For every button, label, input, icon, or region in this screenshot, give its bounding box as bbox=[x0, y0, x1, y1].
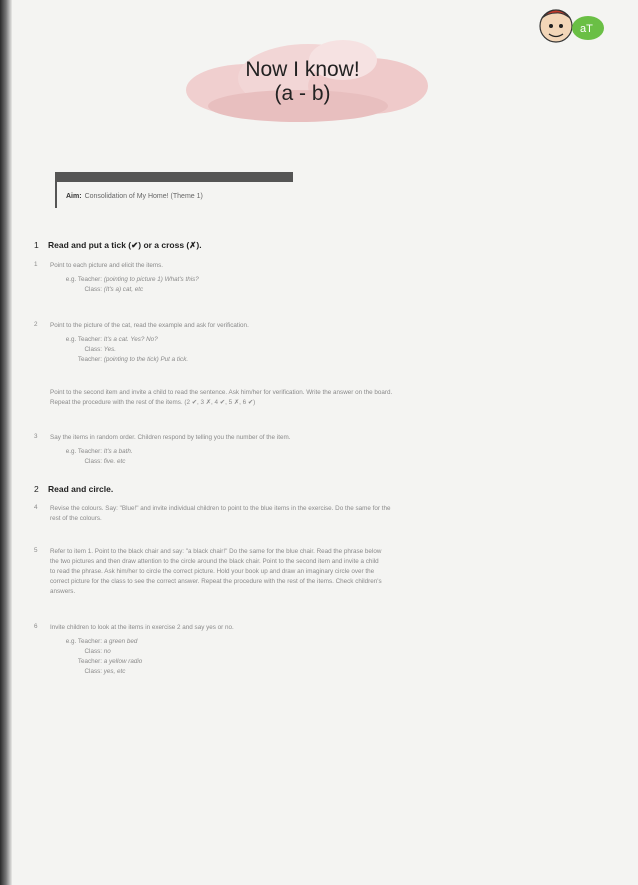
step-6-text: Invite children to look at the items in exercise 2 and say yes or no. bbox=[50, 624, 234, 631]
dialogue-line bbox=[50, 345, 116, 355]
step-number: 3 bbox=[34, 433, 38, 440]
title-line-2: (a - b) bbox=[274, 82, 331, 105]
title-line-1: Now I know! bbox=[245, 58, 360, 81]
aim-text: Consolidation of My Home! (Theme 1) bbox=[84, 193, 203, 200]
step-number: 6 bbox=[34, 623, 38, 630]
dialogue-speaker: Class: bbox=[84, 346, 102, 353]
aim-divider bbox=[55, 182, 57, 208]
dialogue-text: a green bed bbox=[103, 638, 138, 645]
dialogue-line bbox=[50, 637, 137, 647]
section-1-title: Read and put a tick (✔) or a cross (✗). bbox=[48, 240, 202, 250]
page-title bbox=[185, 58, 420, 106]
section-1-heading bbox=[34, 240, 202, 251]
dialogue-text: no bbox=[103, 648, 111, 655]
step-number: 1 bbox=[34, 261, 38, 268]
step-5-line: to read the phrase. Ask him/her to circle the correct picture. Hold your book up and draw an imaginary circle over the bbox=[50, 568, 375, 575]
step-2-text: Point to the picture of the cat, read the example and ask for verification. bbox=[50, 322, 249, 329]
dialogue-text: Yes. bbox=[103, 346, 117, 353]
dialogue-line bbox=[50, 275, 199, 285]
dialogue-line bbox=[50, 657, 142, 667]
step-number: 5 bbox=[34, 547, 38, 554]
step-4-line: Revise the colours. Say: "Blue!" and invite individual children to point to the blue items in the exercise. Do the same for the bbox=[50, 505, 391, 512]
dialogue-speaker: Teacher: bbox=[77, 356, 102, 363]
dialogue-speaker: e.g. Teacher: bbox=[65, 448, 102, 455]
step-5-line: answers. bbox=[50, 588, 76, 595]
step-2-extra-line: Point to the second item and invite a child to read the sentence. Ask him/her for verification. Write the answer on the board. bbox=[50, 389, 393, 396]
dialogue-line bbox=[50, 457, 125, 467]
step-5-line: correct picture for the class to see the correct answer. Repeat the procedure with the rest of the items. Check children's bbox=[50, 578, 382, 585]
step-2-extra-line: Repeat the procedure with the rest of the items. (2 ✔, 3 ✗, 4 ✔, 5 ✗, 6 ✔) bbox=[50, 399, 256, 406]
dialogue-speaker: e.g. Teacher: bbox=[65, 336, 102, 343]
step-5-line: the two pictures and then draw attention to the circle around the black chair. Point to the second item and invite a child bbox=[50, 558, 379, 565]
dialogue-speaker: Class: bbox=[84, 286, 102, 293]
step-5-line: Refer to item 1. Point to the black chair and say: "a black chair!" Do the same for the blue chair. Read the phrase below bbox=[50, 548, 382, 555]
dialogue-line bbox=[50, 647, 111, 657]
dialogue-text: a yellow radio bbox=[103, 658, 143, 665]
dialogue-line bbox=[50, 285, 143, 295]
dialogue-speaker: Teacher: bbox=[77, 658, 102, 665]
dialogue-text: It's a cat. Yes? No? bbox=[103, 336, 158, 343]
dialogue-text: five. etc bbox=[103, 458, 126, 465]
section-1-number: 1 bbox=[34, 240, 39, 250]
step-1-text: Point to each picture and elicit the items. bbox=[50, 262, 164, 269]
mascot-badge-text: aT bbox=[580, 23, 593, 35]
dialogue-speaker: Class: bbox=[84, 668, 102, 675]
section-2-title: Read and circle. bbox=[48, 484, 114, 494]
section-2-heading bbox=[34, 484, 113, 494]
dialogue-speaker: e.g. Teacher: bbox=[65, 638, 102, 645]
dialogue-line bbox=[50, 667, 125, 677]
section-2-number: 2 bbox=[34, 484, 39, 494]
dialogue-line bbox=[50, 335, 158, 345]
dialogue-speaker: e.g. Teacher: bbox=[65, 276, 102, 283]
dialogue-speaker: Class: bbox=[84, 458, 102, 465]
aim-bar bbox=[55, 172, 293, 182]
aim-statement bbox=[66, 193, 203, 200]
step-4-line: rest of the colours. bbox=[50, 515, 102, 522]
mascot-icon bbox=[534, 4, 608, 46]
step-number: 4 bbox=[34, 504, 38, 511]
dialogue-text: (pointing to the tick) Put a tick. bbox=[103, 356, 189, 363]
dialogue-text: It's a bath. bbox=[103, 448, 133, 455]
step-3-text: Say the items in random order. Children respond by telling you the number of the item. bbox=[50, 434, 291, 441]
step-number: 2 bbox=[34, 321, 38, 328]
dialogue-line bbox=[50, 447, 133, 457]
book-spine-shadow bbox=[0, 0, 12, 885]
dialogue-line bbox=[50, 355, 188, 365]
dialogue-speaker: Class: bbox=[84, 648, 102, 655]
dialogue-text: (It's a) cat, etc bbox=[103, 286, 144, 293]
dialogue-text: (pointing to picture 1) What's this? bbox=[103, 276, 199, 283]
dialogue-text: yes, etc bbox=[103, 668, 126, 675]
aim-label: Aim: bbox=[66, 193, 82, 200]
